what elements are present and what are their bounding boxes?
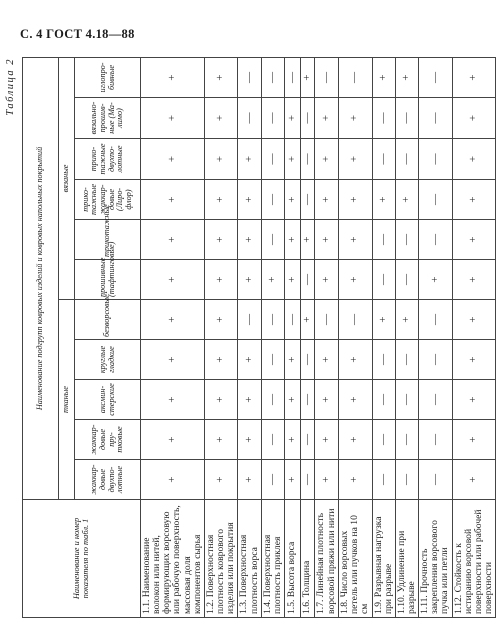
table-cell: — bbox=[395, 220, 418, 260]
table-cell: — bbox=[261, 300, 284, 340]
table-cell: + bbox=[204, 98, 237, 139]
row-label: 1.6. Толщина bbox=[301, 500, 315, 618]
table-cell: + bbox=[315, 98, 339, 139]
row-label: 1.7. Линейная плотность ворсовой пряжи или нити bbox=[315, 500, 339, 618]
stub-header: Наименование и номер показателя по табл. 1 bbox=[23, 500, 141, 618]
table-cell: — bbox=[372, 98, 395, 139]
table-cell: + bbox=[238, 139, 261, 180]
table-cell: + bbox=[285, 260, 301, 300]
table-cell: — bbox=[301, 420, 315, 460]
table-cell: + bbox=[261, 260, 284, 300]
table-cell: + bbox=[452, 139, 496, 180]
table-cell: — bbox=[261, 420, 284, 460]
table-cell: + bbox=[301, 300, 315, 340]
row-label: 1.1. Наименование волокон или нитей, формирующих ворсовую или рабочую поверхность, массовая доля компонентов сырья bbox=[141, 500, 205, 618]
row-label: 1.8. Число ворсовых петель или пучков на 10 см bbox=[339, 500, 372, 618]
table-cell: + bbox=[339, 460, 372, 500]
table-row bbox=[315, 57, 339, 617]
table-cell: + bbox=[452, 380, 496, 420]
table-cell: + bbox=[204, 340, 237, 380]
table-cell: + bbox=[285, 139, 301, 180]
table-cell: — bbox=[339, 57, 372, 97]
column-header: иглопро-бивные bbox=[75, 57, 141, 97]
table-cell: — bbox=[261, 98, 284, 139]
table-cell: — bbox=[261, 460, 284, 500]
table-row bbox=[301, 57, 315, 617]
table-cell: + bbox=[315, 220, 339, 260]
table-row bbox=[261, 57, 284, 617]
page-header: С. 4 ГОСТ 4.18—88 bbox=[20, 27, 135, 41]
table-cell: — bbox=[315, 57, 339, 97]
table-cell: — bbox=[261, 220, 284, 260]
table-cell: + bbox=[315, 460, 339, 500]
table-cell: + bbox=[339, 220, 372, 260]
table-cell: — bbox=[261, 139, 284, 180]
table-cell: + bbox=[141, 57, 205, 97]
table-cell: + bbox=[452, 220, 496, 260]
table-cell: + bbox=[204, 220, 237, 260]
table-cell: + bbox=[285, 380, 301, 420]
table-cell: + bbox=[452, 260, 496, 300]
table-cell: — bbox=[395, 380, 418, 420]
table-cell: — bbox=[238, 57, 261, 97]
table-body bbox=[141, 57, 496, 617]
table-cell: + bbox=[204, 180, 237, 220]
table-cell: — bbox=[419, 139, 452, 180]
table-cell: — bbox=[285, 57, 301, 97]
table-cell: + bbox=[141, 340, 205, 380]
table-row bbox=[452, 57, 496, 617]
table-cell: — bbox=[261, 380, 284, 420]
column-header: круглые гладкие bbox=[75, 340, 141, 380]
table-cell: — bbox=[395, 420, 418, 460]
table-cell: + bbox=[339, 98, 372, 139]
column-header: безворсовые bbox=[75, 300, 141, 340]
column-header: жаккар-довые пру-тковые bbox=[75, 420, 141, 460]
table-cell: — bbox=[301, 380, 315, 420]
table-cell: + bbox=[315, 380, 339, 420]
table-cell: + bbox=[238, 180, 261, 220]
table-row bbox=[419, 57, 452, 617]
table-cell: — bbox=[419, 380, 452, 420]
table-cell: — bbox=[372, 220, 395, 260]
table-cell: + bbox=[315, 180, 339, 220]
table-cell: + bbox=[301, 220, 315, 260]
table-row bbox=[204, 57, 237, 617]
table-cell: + bbox=[238, 380, 261, 420]
table-cell: — bbox=[419, 220, 452, 260]
table-cell: + bbox=[452, 57, 496, 97]
table-cell: + bbox=[204, 260, 237, 300]
table-cell: + bbox=[141, 420, 205, 460]
table-cell: + bbox=[339, 260, 372, 300]
table-cell: + bbox=[238, 340, 261, 380]
table-cell: — bbox=[419, 300, 452, 340]
table-cell: — bbox=[419, 340, 452, 380]
column-header: жаккар-довые двухпо-лотные bbox=[75, 460, 141, 500]
table-cell: + bbox=[301, 57, 315, 97]
column-header: прошивные (тафтинговые) bbox=[75, 260, 141, 300]
table-cell: — bbox=[372, 420, 395, 460]
table-cell: — bbox=[315, 300, 339, 340]
table-cell: — bbox=[301, 340, 315, 380]
table-cell: + bbox=[315, 139, 339, 180]
table-cell: — bbox=[419, 57, 452, 97]
column-header: аксмин-стерские bbox=[75, 380, 141, 420]
table-row bbox=[285, 57, 301, 617]
table-cell: + bbox=[372, 300, 395, 340]
table-cell: + bbox=[395, 300, 418, 340]
table-cell: — bbox=[301, 180, 315, 220]
table-cell: — bbox=[301, 139, 315, 180]
table-cell: + bbox=[285, 460, 301, 500]
table-cell: + bbox=[452, 300, 496, 340]
table-cell: — bbox=[395, 460, 418, 500]
table-cell: + bbox=[141, 380, 205, 420]
row-label: 1.4. Поверхностная плотность приклея bbox=[261, 500, 284, 618]
table-row bbox=[372, 57, 395, 617]
table-cell: — bbox=[395, 139, 418, 180]
table-cell: + bbox=[452, 340, 496, 380]
row-label: 1.11. Прочность закрепления ворсового пучка или петли bbox=[419, 500, 452, 618]
table-cell: — bbox=[238, 98, 261, 139]
indicators-table bbox=[22, 57, 496, 618]
table-cell: + bbox=[204, 420, 237, 460]
table-row bbox=[238, 57, 261, 617]
table-cell: + bbox=[238, 220, 261, 260]
table-cell: + bbox=[315, 340, 339, 380]
table-cell: — bbox=[261, 180, 284, 220]
column-header: трико-тажные жаккар-довые (Лиро-флор) bbox=[75, 180, 141, 220]
table-cell: — bbox=[301, 260, 315, 300]
table-cell: — bbox=[395, 340, 418, 380]
table-cell: + bbox=[204, 380, 237, 420]
table-cell: — bbox=[238, 300, 261, 340]
table-cell: — bbox=[395, 98, 418, 139]
table-cell: + bbox=[285, 220, 301, 260]
table-cell: + bbox=[204, 57, 237, 97]
table-cell: — bbox=[301, 460, 315, 500]
table-cell: + bbox=[285, 420, 301, 460]
subgroup-woven: тканые bbox=[59, 300, 75, 500]
table-cell: + bbox=[395, 57, 418, 97]
row-label: 1.5. Высота ворса bbox=[285, 500, 301, 618]
row-label: 1.9. Разрывная нагрузка при разрыве bbox=[372, 500, 395, 618]
table-cell: + bbox=[141, 98, 205, 139]
table-cell: — bbox=[372, 139, 395, 180]
table-cell: + bbox=[141, 300, 205, 340]
table-cell: + bbox=[339, 139, 372, 180]
table-cell: — bbox=[339, 300, 372, 340]
table-row bbox=[395, 57, 418, 617]
table-row bbox=[339, 57, 372, 617]
column-header: вязально-прошив-ные (Ма-лимо) bbox=[75, 98, 141, 139]
table-cell: — bbox=[285, 300, 301, 340]
table-cell: + bbox=[204, 300, 237, 340]
table-cell: + bbox=[419, 260, 452, 300]
table-cell: + bbox=[452, 460, 496, 500]
table-cell: + bbox=[238, 260, 261, 300]
table-cell: + bbox=[141, 180, 205, 220]
table-cell: — bbox=[419, 420, 452, 460]
table-cell: + bbox=[339, 340, 372, 380]
row-label: 1.3. Поверхностная плотность ворса bbox=[238, 500, 261, 618]
table-cell: + bbox=[141, 139, 205, 180]
table-cell: + bbox=[372, 57, 395, 97]
column-header: трико-тажные двухпо-лотные bbox=[75, 139, 141, 180]
table-cell: + bbox=[238, 420, 261, 460]
column-header: трикотажные bbox=[75, 220, 141, 260]
table-cell: — bbox=[419, 180, 452, 220]
table-cell: + bbox=[315, 420, 339, 460]
table-cell: + bbox=[204, 139, 237, 180]
table-cell: — bbox=[261, 57, 284, 97]
table-row bbox=[141, 57, 205, 617]
subgroup-knitted: вязаные bbox=[59, 57, 75, 299]
table-cell: + bbox=[452, 420, 496, 460]
table-number-label: Таблица 2 bbox=[5, 58, 16, 116]
table-cell: + bbox=[285, 98, 301, 139]
table-cell: — bbox=[372, 380, 395, 420]
row-label: 1.12. Стойкость к истиранию ворсовой поверхности или рабочей поверхности bbox=[452, 500, 496, 618]
table-cell: + bbox=[141, 260, 205, 300]
group-header: Наименование подгрупп ковровых изделий и ковровых напольных покрытий bbox=[23, 57, 59, 499]
table-cell: — bbox=[419, 98, 452, 139]
table-cell: — bbox=[372, 260, 395, 300]
table-cell: + bbox=[339, 180, 372, 220]
table-cell: — bbox=[372, 340, 395, 380]
table-cell: + bbox=[452, 98, 496, 139]
table-cell: + bbox=[315, 260, 339, 300]
table-cell: + bbox=[141, 220, 205, 260]
table-cell: + bbox=[339, 420, 372, 460]
table-cell: + bbox=[141, 460, 205, 500]
table-cell: + bbox=[372, 180, 395, 220]
table-cell: + bbox=[238, 460, 261, 500]
row-label: 1.2. Поверхностная плотность коврового изделия или покрытия bbox=[204, 500, 237, 618]
table-cell: — bbox=[419, 460, 452, 500]
table-cell: + bbox=[395, 180, 418, 220]
table-cell: + bbox=[452, 180, 496, 220]
table-cell: + bbox=[285, 180, 301, 220]
table-cell: + bbox=[339, 380, 372, 420]
table-cell: + bbox=[204, 460, 237, 500]
table-cell: — bbox=[301, 98, 315, 139]
table-cell: — bbox=[372, 460, 395, 500]
rotated-table-wrapper bbox=[5, 58, 495, 618]
table-cell: — bbox=[395, 260, 418, 300]
table-cell: + bbox=[285, 340, 301, 380]
row-label: 1.10. Удлинение при разрыве bbox=[395, 500, 418, 618]
table-cell: — bbox=[261, 340, 284, 380]
